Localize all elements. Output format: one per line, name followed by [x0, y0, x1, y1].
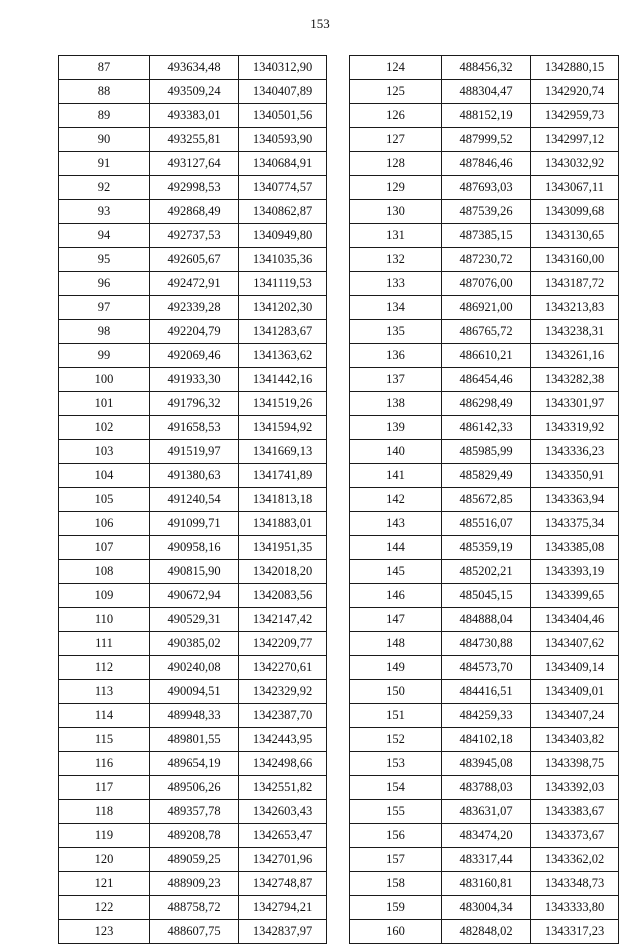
table-row: [350, 872, 619, 896]
table-row: [350, 248, 619, 272]
point-number-cell: 94: [59, 224, 150, 248]
point-number-cell: 160: [350, 920, 442, 944]
point-number-cell: 130: [350, 200, 442, 224]
x-coordinate-cell: 488456,32: [442, 56, 531, 80]
y-coordinate-cell: 1343383,67: [531, 800, 619, 824]
point-number-cell: 90: [59, 128, 150, 152]
x-coordinate-cell: 492868,49: [150, 200, 239, 224]
point-number-cell: 101: [59, 392, 150, 416]
y-coordinate-cell: 1343160,00: [531, 248, 619, 272]
x-coordinate-cell: 489948,33: [150, 704, 239, 728]
y-coordinate-cell: 1341669,13: [239, 440, 327, 464]
table-row: [59, 128, 327, 152]
x-coordinate-cell: 483945,08: [442, 752, 531, 776]
y-coordinate-cell: 1343301,97: [531, 392, 619, 416]
y-coordinate-cell: 1341283,67: [239, 320, 327, 344]
point-number-cell: 140: [350, 440, 442, 464]
y-coordinate-cell: 1343130,65: [531, 224, 619, 248]
point-number-cell: 141: [350, 464, 442, 488]
x-coordinate-cell: 483317,44: [442, 848, 531, 872]
x-coordinate-cell: 492998,53: [150, 176, 239, 200]
point-number-cell: 150: [350, 680, 442, 704]
point-number-cell: 118: [59, 800, 150, 824]
x-coordinate-cell: 484259,33: [442, 704, 531, 728]
point-number-cell: 148: [350, 632, 442, 656]
table-row: [59, 872, 327, 896]
y-coordinate-cell: 1340684,91: [239, 152, 327, 176]
x-coordinate-cell: 484573,70: [442, 656, 531, 680]
table-row: [350, 440, 619, 464]
y-coordinate-cell: 1343319,92: [531, 416, 619, 440]
table-row: [59, 80, 327, 104]
x-coordinate-cell: 488909,23: [150, 872, 239, 896]
x-coordinate-cell: 491519,97: [150, 440, 239, 464]
table-row: [350, 80, 619, 104]
x-coordinate-cell: 485829,49: [442, 464, 531, 488]
table-row: [350, 416, 619, 440]
y-coordinate-cell: 1340312,90: [239, 56, 327, 80]
table-row: [59, 920, 327, 944]
table-row: [350, 800, 619, 824]
point-number-cell: 144: [350, 536, 442, 560]
y-coordinate-cell: 1341442,16: [239, 368, 327, 392]
x-coordinate-cell: 492069,46: [150, 344, 239, 368]
y-coordinate-cell: 1343363,94: [531, 488, 619, 512]
x-coordinate-cell: 485672,85: [442, 488, 531, 512]
x-coordinate-cell: 485202,21: [442, 560, 531, 584]
x-coordinate-cell: 492472,91: [150, 272, 239, 296]
point-number-cell: 103: [59, 440, 150, 464]
table-row: [59, 848, 327, 872]
table-row: [59, 608, 327, 632]
point-number-cell: 138: [350, 392, 442, 416]
table-row: [350, 128, 619, 152]
table-row: [350, 920, 619, 944]
point-number-cell: 133: [350, 272, 442, 296]
x-coordinate-cell: 485359,19: [442, 536, 531, 560]
y-coordinate-cell: 1343099,68: [531, 200, 619, 224]
table-row: [350, 200, 619, 224]
table-row: [59, 296, 327, 320]
point-number-cell: 109: [59, 584, 150, 608]
x-coordinate-cell: 489059,25: [150, 848, 239, 872]
point-number-cell: 108: [59, 560, 150, 584]
point-number-cell: 87: [59, 56, 150, 80]
point-number-cell: 155: [350, 800, 442, 824]
x-coordinate-cell: 489654,19: [150, 752, 239, 776]
point-number-cell: 120: [59, 848, 150, 872]
y-coordinate-cell: 1342603,43: [239, 800, 327, 824]
x-coordinate-cell: 491658,53: [150, 416, 239, 440]
y-coordinate-cell: 1340862,87: [239, 200, 327, 224]
x-coordinate-cell: 484102,18: [442, 728, 531, 752]
table-row: [350, 824, 619, 848]
x-coordinate-cell: 491240,54: [150, 488, 239, 512]
y-coordinate-cell: 1341035,36: [239, 248, 327, 272]
y-coordinate-cell: 1343261,16: [531, 344, 619, 368]
x-coordinate-cell: 493255,81: [150, 128, 239, 152]
x-coordinate-cell: 489506,26: [150, 776, 239, 800]
x-coordinate-cell: 493509,24: [150, 80, 239, 104]
point-number-cell: 132: [350, 248, 442, 272]
y-coordinate-cell: 1342147,42: [239, 608, 327, 632]
y-coordinate-cell: 1343362,02: [531, 848, 619, 872]
point-number-cell: 143: [350, 512, 442, 536]
x-coordinate-cell: 492605,67: [150, 248, 239, 272]
point-number-cell: 98: [59, 320, 150, 344]
point-number-cell: 105: [59, 488, 150, 512]
table-row: [59, 824, 327, 848]
point-number-cell: 122: [59, 896, 150, 920]
x-coordinate-cell: 488758,72: [150, 896, 239, 920]
point-number-cell: 113: [59, 680, 150, 704]
y-coordinate-cell: 1343238,31: [531, 320, 619, 344]
y-coordinate-cell: 1343067,11: [531, 176, 619, 200]
x-coordinate-cell: 491796,32: [150, 392, 239, 416]
y-coordinate-cell: 1342551,82: [239, 776, 327, 800]
y-coordinate-cell: 1342880,15: [531, 56, 619, 80]
point-number-cell: 131: [350, 224, 442, 248]
y-coordinate-cell: 1343032,92: [531, 152, 619, 176]
y-coordinate-cell: 1341363,62: [239, 344, 327, 368]
point-number-cell: 145: [350, 560, 442, 584]
x-coordinate-cell: 488304,47: [442, 80, 531, 104]
table-row: [350, 344, 619, 368]
point-number-cell: 139: [350, 416, 442, 440]
y-coordinate-cell: 1343187,72: [531, 272, 619, 296]
table-row: [59, 536, 327, 560]
y-coordinate-cell: 1343404,46: [531, 608, 619, 632]
y-coordinate-cell: 1341741,89: [239, 464, 327, 488]
y-coordinate-cell: 1343375,34: [531, 512, 619, 536]
point-number-cell: 158: [350, 872, 442, 896]
x-coordinate-cell: 483631,07: [442, 800, 531, 824]
table-row: [350, 368, 619, 392]
point-number-cell: 111: [59, 632, 150, 656]
point-number-cell: 117: [59, 776, 150, 800]
table-row: [59, 464, 327, 488]
page-number: 153: [310, 16, 330, 31]
y-coordinate-cell: 1343373,67: [531, 824, 619, 848]
coordinates-table-right: [349, 55, 619, 944]
table-row: [59, 224, 327, 248]
x-coordinate-cell: 487230,72: [442, 248, 531, 272]
table-row: [350, 392, 619, 416]
table-row: [59, 320, 327, 344]
point-number-cell: 93: [59, 200, 150, 224]
x-coordinate-cell: 492204,79: [150, 320, 239, 344]
point-number-cell: 137: [350, 368, 442, 392]
y-coordinate-cell: 1343393,19: [531, 560, 619, 584]
x-coordinate-cell: 490815,90: [150, 560, 239, 584]
table-row: [59, 752, 327, 776]
table-row: [350, 176, 619, 200]
y-coordinate-cell: 1342748,87: [239, 872, 327, 896]
table-row: [350, 656, 619, 680]
y-coordinate-cell: 1341813,18: [239, 488, 327, 512]
point-number-cell: 91: [59, 152, 150, 176]
table-row: [59, 896, 327, 920]
x-coordinate-cell: 486454,46: [442, 368, 531, 392]
point-number-cell: 128: [350, 152, 442, 176]
y-coordinate-cell: 1343392,03: [531, 776, 619, 800]
table-row: [59, 344, 327, 368]
y-coordinate-cell: 1342083,56: [239, 584, 327, 608]
x-coordinate-cell: 487999,52: [442, 128, 531, 152]
point-number-cell: 123: [59, 920, 150, 944]
y-coordinate-cell: 1341594,92: [239, 416, 327, 440]
table-row: [350, 632, 619, 656]
x-coordinate-cell: 491933,30: [150, 368, 239, 392]
table-row: [350, 272, 619, 296]
x-coordinate-cell: 489801,55: [150, 728, 239, 752]
y-coordinate-cell: 1340949,80: [239, 224, 327, 248]
table-row: [350, 776, 619, 800]
point-number-cell: 110: [59, 608, 150, 632]
y-coordinate-cell: 1340774,57: [239, 176, 327, 200]
point-number-cell: 152: [350, 728, 442, 752]
x-coordinate-cell: 493634,48: [150, 56, 239, 80]
x-coordinate-cell: 493383,01: [150, 104, 239, 128]
table-row: [59, 176, 327, 200]
y-coordinate-cell: 1342443,95: [239, 728, 327, 752]
point-number-cell: 114: [59, 704, 150, 728]
table-row: [350, 608, 619, 632]
x-coordinate-cell: 490529,31: [150, 608, 239, 632]
table-row: [350, 464, 619, 488]
y-coordinate-cell: 1343333,80: [531, 896, 619, 920]
point-number-cell: 134: [350, 296, 442, 320]
point-number-cell: 151: [350, 704, 442, 728]
y-coordinate-cell: 1343317,23: [531, 920, 619, 944]
x-coordinate-cell: 488607,75: [150, 920, 239, 944]
table-row: [59, 800, 327, 824]
table-row: [350, 488, 619, 512]
y-coordinate-cell: 1341883,01: [239, 512, 327, 536]
x-coordinate-cell: 485516,07: [442, 512, 531, 536]
table-row: [350, 752, 619, 776]
x-coordinate-cell: 490385,02: [150, 632, 239, 656]
point-number-cell: 95: [59, 248, 150, 272]
point-number-cell: 99: [59, 344, 150, 368]
x-coordinate-cell: 486142,33: [442, 416, 531, 440]
table-row: [350, 704, 619, 728]
table-row: [350, 680, 619, 704]
table-row: [350, 296, 619, 320]
y-coordinate-cell: 1340593,90: [239, 128, 327, 152]
x-coordinate-cell: 487385,15: [442, 224, 531, 248]
point-number-cell: 92: [59, 176, 150, 200]
y-coordinate-cell: 1342959,73: [531, 104, 619, 128]
point-number-cell: 119: [59, 824, 150, 848]
y-coordinate-cell: 1343336,23: [531, 440, 619, 464]
table-row: [59, 200, 327, 224]
point-number-cell: 124: [350, 56, 442, 80]
table-row: [59, 704, 327, 728]
table-row: [350, 320, 619, 344]
y-coordinate-cell: 1343398,75: [531, 752, 619, 776]
y-coordinate-cell: 1342498,66: [239, 752, 327, 776]
point-number-cell: 106: [59, 512, 150, 536]
x-coordinate-cell: 483788,03: [442, 776, 531, 800]
y-coordinate-cell: 1342329,92: [239, 680, 327, 704]
point-number-cell: 127: [350, 128, 442, 152]
point-number-cell: 146: [350, 584, 442, 608]
y-coordinate-cell: 1343350,91: [531, 464, 619, 488]
y-coordinate-cell: 1343348,73: [531, 872, 619, 896]
table-row: [350, 728, 619, 752]
point-number-cell: 153: [350, 752, 442, 776]
y-coordinate-cell: 1343399,65: [531, 584, 619, 608]
x-coordinate-cell: 487693,03: [442, 176, 531, 200]
x-coordinate-cell: 491380,63: [150, 464, 239, 488]
x-coordinate-cell: 485045,15: [442, 584, 531, 608]
point-number-cell: 142: [350, 488, 442, 512]
point-number-cell: 154: [350, 776, 442, 800]
point-number-cell: 96: [59, 272, 150, 296]
table-row: [350, 848, 619, 872]
y-coordinate-cell: 1342837,97: [239, 920, 327, 944]
y-coordinate-cell: 1343407,24: [531, 704, 619, 728]
point-number-cell: 125: [350, 80, 442, 104]
point-number-cell: 116: [59, 752, 150, 776]
x-coordinate-cell: 483160,81: [442, 872, 531, 896]
x-coordinate-cell: 490094,51: [150, 680, 239, 704]
x-coordinate-cell: 483474,20: [442, 824, 531, 848]
y-coordinate-cell: 1341951,35: [239, 536, 327, 560]
y-coordinate-cell: 1343213,83: [531, 296, 619, 320]
point-number-cell: 100: [59, 368, 150, 392]
table-row: [350, 896, 619, 920]
y-coordinate-cell: 1343409,14: [531, 656, 619, 680]
x-coordinate-cell: 491099,71: [150, 512, 239, 536]
table-row: [350, 536, 619, 560]
x-coordinate-cell: 486765,72: [442, 320, 531, 344]
x-coordinate-cell: 487539,26: [442, 200, 531, 224]
table-row: [59, 440, 327, 464]
y-coordinate-cell: 1341202,30: [239, 296, 327, 320]
y-coordinate-cell: 1342387,70: [239, 704, 327, 728]
table-row: [59, 392, 327, 416]
y-coordinate-cell: 1341119,53: [239, 272, 327, 296]
x-coordinate-cell: 484730,88: [442, 632, 531, 656]
table-row: [350, 560, 619, 584]
point-number-cell: 88: [59, 80, 150, 104]
y-coordinate-cell: 1342209,77: [239, 632, 327, 656]
y-coordinate-cell: 1342018,20: [239, 560, 327, 584]
y-coordinate-cell: 1340501,56: [239, 104, 327, 128]
table-row: [350, 56, 619, 80]
x-coordinate-cell: 487076,00: [442, 272, 531, 296]
x-coordinate-cell: 488152,19: [442, 104, 531, 128]
table-row: [350, 512, 619, 536]
y-coordinate-cell: 1343385,08: [531, 536, 619, 560]
y-coordinate-cell: 1341519,26: [239, 392, 327, 416]
point-number-cell: 104: [59, 464, 150, 488]
table-row: [59, 368, 327, 392]
table-row: [350, 224, 619, 248]
x-coordinate-cell: 490958,16: [150, 536, 239, 560]
x-coordinate-cell: 490240,08: [150, 656, 239, 680]
table-row: [59, 680, 327, 704]
table-row: [350, 152, 619, 176]
point-number-cell: 129: [350, 176, 442, 200]
point-number-cell: 107: [59, 536, 150, 560]
table-row: [59, 272, 327, 296]
x-coordinate-cell: 486298,49: [442, 392, 531, 416]
point-number-cell: 89: [59, 104, 150, 128]
x-coordinate-cell: 490672,94: [150, 584, 239, 608]
table-row: [59, 152, 327, 176]
point-number-cell: 126: [350, 104, 442, 128]
point-number-cell: 112: [59, 656, 150, 680]
table-row: [350, 584, 619, 608]
point-number-cell: 97: [59, 296, 150, 320]
y-coordinate-cell: 1342270,61: [239, 656, 327, 680]
y-coordinate-cell: 1343282,38: [531, 368, 619, 392]
x-coordinate-cell: 484888,04: [442, 608, 531, 632]
y-coordinate-cell: 1343403,82: [531, 728, 619, 752]
y-coordinate-cell: 1342920,74: [531, 80, 619, 104]
table-row: [59, 560, 327, 584]
table-row: [59, 584, 327, 608]
table-row: [59, 632, 327, 656]
x-coordinate-cell: 486610,21: [442, 344, 531, 368]
y-coordinate-cell: 1340407,89: [239, 80, 327, 104]
y-coordinate-cell: 1343409,01: [531, 680, 619, 704]
y-coordinate-cell: 1342794,21: [239, 896, 327, 920]
table-row: [350, 104, 619, 128]
point-number-cell: 156: [350, 824, 442, 848]
table-row: [59, 56, 327, 80]
x-coordinate-cell: 482848,02: [442, 920, 531, 944]
point-number-cell: 147: [350, 608, 442, 632]
x-coordinate-cell: 486921,00: [442, 296, 531, 320]
y-coordinate-cell: 1342997,12: [531, 128, 619, 152]
point-number-cell: 159: [350, 896, 442, 920]
x-coordinate-cell: 484416,51: [442, 680, 531, 704]
point-number-cell: 157: [350, 848, 442, 872]
x-coordinate-cell: 485985,99: [442, 440, 531, 464]
x-coordinate-cell: 483004,34: [442, 896, 531, 920]
y-coordinate-cell: 1342653,47: [239, 824, 327, 848]
table-row: [59, 512, 327, 536]
y-coordinate-cell: 1343407,62: [531, 632, 619, 656]
table-row: [59, 104, 327, 128]
table-row: [59, 776, 327, 800]
point-number-cell: 115: [59, 728, 150, 752]
x-coordinate-cell: 489357,78: [150, 800, 239, 824]
table-row: [59, 248, 327, 272]
x-coordinate-cell: 493127,64: [150, 152, 239, 176]
table-row: [59, 416, 327, 440]
table-row: [59, 488, 327, 512]
table-row: [59, 656, 327, 680]
x-coordinate-cell: 492737,53: [150, 224, 239, 248]
table-row: [59, 728, 327, 752]
point-number-cell: 136: [350, 344, 442, 368]
x-coordinate-cell: 489208,78: [150, 824, 239, 848]
point-number-cell: 121: [59, 872, 150, 896]
y-coordinate-cell: 1342701,96: [239, 848, 327, 872]
point-number-cell: 149: [350, 656, 442, 680]
point-number-cell: 102: [59, 416, 150, 440]
coordinates-table-left: [58, 55, 327, 944]
point-number-cell: 135: [350, 320, 442, 344]
x-coordinate-cell: 487846,46: [442, 152, 531, 176]
x-coordinate-cell: 492339,28: [150, 296, 239, 320]
